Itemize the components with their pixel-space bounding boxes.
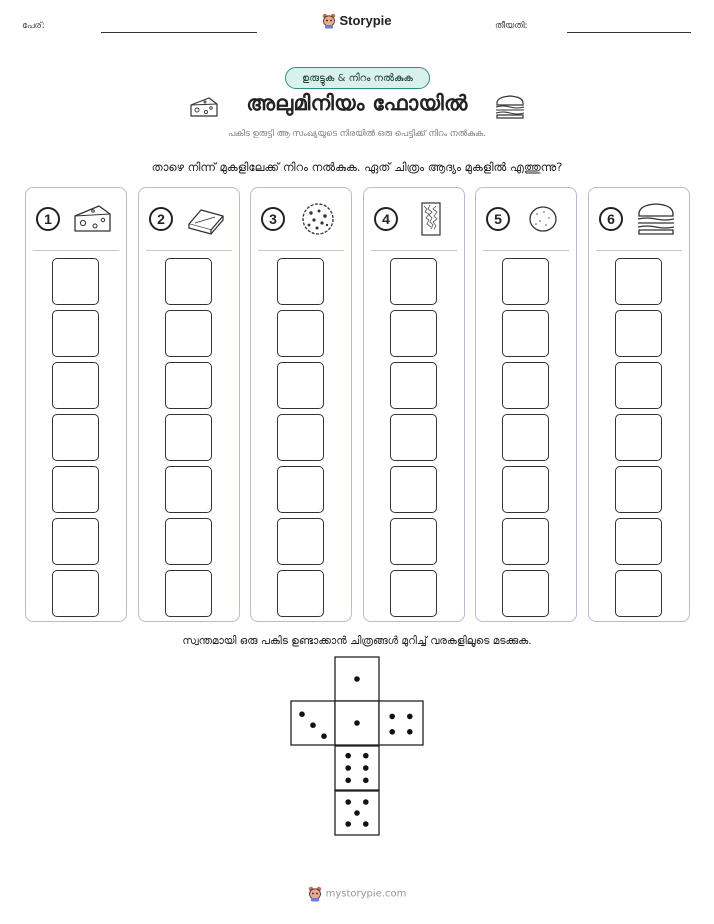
color-box[interactable]: [165, 414, 212, 461]
color-box[interactable]: [277, 362, 324, 409]
column-divider: [483, 250, 569, 251]
color-box[interactable]: [277, 466, 324, 513]
die-pip: [363, 778, 369, 784]
mascot-icon: [322, 13, 336, 29]
color-box[interactable]: [277, 310, 324, 357]
date-label: തീയതി:: [495, 21, 528, 31]
subtitle: പകിട ഉരുട്ടി ആ സംഖ്യയുടെ നിരയിൽ ഒരു പെട്ടിക്ക് നിറം നൽകുക.: [228, 129, 486, 139]
column-divider: [258, 250, 344, 251]
page-title: അലുമിനിയം ഫോയിൽ: [246, 91, 468, 115]
color-box[interactable]: [502, 570, 549, 617]
column-3: [250, 187, 352, 622]
color-box[interactable]: [615, 466, 662, 513]
die-net: [290, 656, 424, 836]
column-number: 5: [486, 207, 510, 231]
die-pip: [299, 711, 305, 717]
die-face-left: [291, 701, 335, 745]
column-divider: [596, 250, 682, 251]
color-box[interactable]: [390, 570, 437, 617]
color-box[interactable]: [277, 258, 324, 305]
die-pip: [363, 821, 369, 827]
color-box[interactable]: [502, 258, 549, 305]
die-pip: [363, 799, 369, 805]
color-box[interactable]: [390, 466, 437, 513]
die-pip: [345, 821, 351, 827]
color-box[interactable]: [502, 362, 549, 409]
die-pip: [345, 778, 351, 784]
die-pip: [321, 733, 327, 739]
color-box[interactable]: [502, 310, 549, 357]
color-box[interactable]: [615, 258, 662, 305]
instruction: താഴെ നിന്ന് മുകളിലേക്ക് നിറം നൽകുക. ഏത് ചിത്രം ആദ്യം മുകളിൽ എത്തുന്നു?: [151, 160, 563, 174]
cheese-icon: [72, 202, 114, 236]
color-box[interactable]: [390, 518, 437, 565]
sandwich-icon: [635, 202, 677, 236]
name-field[interactable]: [101, 32, 257, 33]
die-pip: [389, 714, 395, 720]
die-pip: [363, 753, 369, 759]
brand-name: Storypie: [339, 13, 392, 29]
color-box[interactable]: [165, 362, 212, 409]
column-1: [25, 187, 127, 622]
color-box[interactable]: [52, 310, 99, 357]
die-face-top: [335, 657, 379, 701]
die-face-right: [379, 701, 423, 745]
color-box[interactable]: [502, 518, 549, 565]
color-box[interactable]: [615, 518, 662, 565]
color-box[interactable]: [390, 362, 437, 409]
die-face-lower: [335, 746, 379, 790]
cookie-icon: [297, 202, 339, 236]
column-number: 4: [374, 207, 398, 231]
activity-badge: ഉരുട്ടുക & നിറം നൽകുക: [285, 67, 430, 89]
sandwich-icon: [493, 94, 527, 120]
column-divider: [33, 250, 119, 251]
die-pip: [310, 722, 316, 728]
brand-logo: [0, 12, 714, 29]
die-pip: [354, 720, 360, 726]
color-box[interactable]: [165, 570, 212, 617]
die-pip: [407, 729, 413, 735]
color-box[interactable]: [165, 518, 212, 565]
column-2: [138, 187, 240, 622]
die-pip: [345, 753, 351, 759]
color-box[interactable]: [165, 466, 212, 513]
column-6: [588, 187, 690, 622]
color-box[interactable]: [390, 414, 437, 461]
color-box[interactable]: [52, 570, 99, 617]
color-box[interactable]: [165, 310, 212, 357]
die-pip: [389, 729, 395, 735]
die-face-center: [335, 701, 379, 745]
color-box[interactable]: [615, 570, 662, 617]
mascot-icon: [308, 886, 322, 902]
color-box[interactable]: [615, 414, 662, 461]
date-field[interactable]: [567, 32, 691, 33]
column-5: [475, 187, 577, 622]
color-box[interactable]: [52, 362, 99, 409]
color-box[interactable]: [390, 310, 437, 357]
die-pip: [354, 810, 360, 816]
color-box[interactable]: [52, 518, 99, 565]
color-box[interactable]: [277, 414, 324, 461]
color-box[interactable]: [165, 258, 212, 305]
die-face-bottom: [335, 791, 379, 835]
die-pip: [354, 676, 360, 682]
name-label: പേര്:: [22, 21, 45, 31]
footer-url[interactable]: mystorypie.com: [325, 888, 407, 900]
die-pip: [363, 765, 369, 771]
column-number: 3: [261, 207, 285, 231]
die-pip: [345, 765, 351, 771]
column-number: 1: [36, 207, 60, 231]
potato-icon: [522, 202, 564, 236]
foil-sheet-icon: [410, 202, 452, 236]
column-divider: [146, 250, 232, 251]
color-box[interactable]: [390, 258, 437, 305]
color-box[interactable]: [277, 570, 324, 617]
color-box[interactable]: [52, 466, 99, 513]
column-number: 6: [599, 207, 623, 231]
die-pip: [407, 714, 413, 720]
column-4: [363, 187, 465, 622]
color-box[interactable]: [277, 518, 324, 565]
color-box[interactable]: [52, 414, 99, 461]
color-box[interactable]: [502, 466, 549, 513]
die-pip: [345, 799, 351, 805]
color-box[interactable]: [502, 414, 549, 461]
color-box[interactable]: [52, 258, 99, 305]
color-box[interactable]: [615, 362, 662, 409]
color-box[interactable]: [615, 310, 662, 357]
butter-icon: [185, 202, 227, 236]
die-instruction: സ്വന്തമായി ഒരു പകിട ഉണ്ടാക്കാൻ ചിത്രങ്ങൾ മുറിച്ച് വരകളിലൂടെ മടക്കുക.: [182, 635, 532, 647]
column-divider: [371, 250, 457, 251]
column-number: 2: [149, 207, 173, 231]
footer: [0, 886, 714, 902]
